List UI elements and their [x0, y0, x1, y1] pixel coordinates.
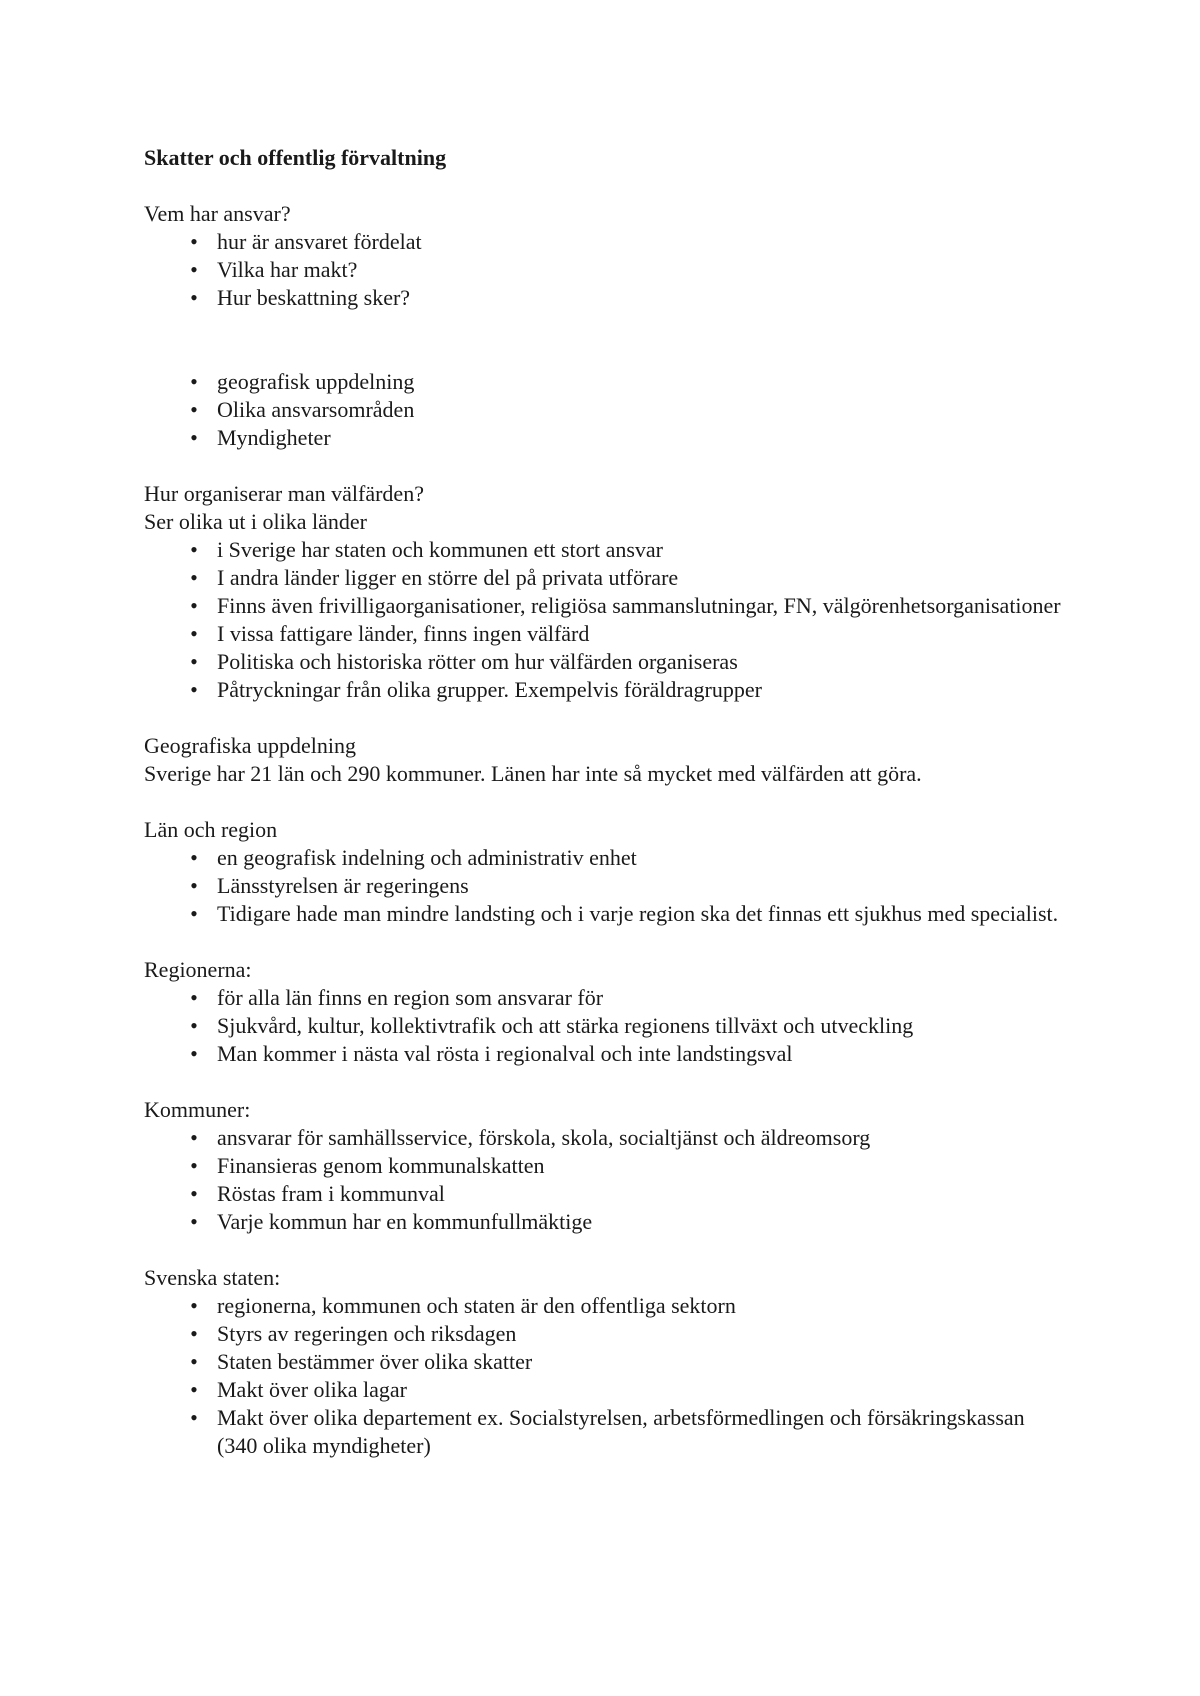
list-item [144, 564, 1064, 592]
list-item [144, 900, 1064, 928]
list-item [144, 1404, 1064, 1460]
list-item [144, 984, 1064, 1012]
list-item-text: Myndigheter [217, 425, 331, 450]
list-item-text: en geografisk indelning och administrativ enhet [217, 845, 637, 870]
list-item-text: Olika ansvarsområden [217, 397, 415, 422]
list-item-text: Sjukvård, kultur, kollektivtrafik och att stärka regionens tillväxt och utveckling [217, 1013, 914, 1038]
document-title: Skatter och offentlig förvaltning [144, 145, 447, 170]
bullet-icon: • [190, 425, 198, 450]
list-item [144, 648, 1064, 676]
list-item-text: Påtryckningar från olika grupper. Exempelvis föräldragrupper [217, 677, 762, 702]
bullet-icon: • [190, 397, 198, 422]
bullet-icon: • [190, 1013, 198, 1038]
bullet-icon: • [190, 593, 198, 618]
bullet-icon: • [190, 369, 198, 394]
bullet-list [144, 368, 1064, 452]
list-item [144, 872, 1064, 900]
list-item [144, 1320, 1064, 1348]
list-item-text: Finansieras genom kommunalskatten [217, 1153, 545, 1178]
bullet-icon: • [190, 565, 198, 590]
list-item-text: för alla län finns en region som ansvarar för [217, 985, 604, 1010]
section-heading: Hur organiserar man välfärden? [144, 481, 424, 506]
list-item-text: Varje kommun har en kommunfullmäktige [217, 1209, 593, 1234]
bullet-icon: • [190, 649, 198, 674]
list-item [144, 844, 1064, 872]
bullet-icon: • [190, 1377, 198, 1402]
list-item [144, 1012, 1064, 1040]
section-heading: Svenska staten: [144, 1265, 281, 1290]
list-item-text: ansvarar för samhällsservice, förskola, skola, socialtjänst och äldreomsorg [217, 1125, 871, 1150]
list-item [144, 1292, 1064, 1320]
bullet-icon: • [190, 985, 198, 1010]
section-heading: Vem har ansvar? [144, 201, 291, 226]
document-page [144, 144, 1064, 1460]
list-item [144, 1124, 1064, 1152]
section-heading: Geografiska uppdelning [144, 733, 356, 758]
bullet-list [144, 536, 1064, 704]
bullet-icon: • [190, 1153, 198, 1178]
bullet-icon: • [190, 1405, 198, 1430]
list-item-text: Vilka har makt? [217, 257, 358, 282]
bullet-icon: • [190, 257, 198, 282]
list-item-text: Staten bestämmer över olika skatter [217, 1349, 533, 1374]
list-item-text: geografisk uppdelning [217, 369, 415, 394]
list-item [144, 1040, 1064, 1068]
section-heading: Kommuner: [144, 1097, 251, 1122]
list-item-text: hur är ansvaret fördelat [217, 229, 422, 254]
list-item [144, 592, 1064, 620]
list-item-text: Makt över olika lagar [217, 1377, 407, 1402]
list-item-text: regionerna, kommunen och staten är den offentliga sektorn [217, 1293, 736, 1318]
bullet-icon: • [190, 229, 198, 254]
bullet-icon: • [190, 1181, 198, 1206]
bullet-icon: • [190, 537, 198, 562]
list-item-text: Hur beskattning sker? [217, 285, 411, 310]
list-item [144, 620, 1064, 648]
bullet-icon: • [190, 1349, 198, 1374]
list-item [144, 256, 1064, 284]
list-item-text: Man kommer i nästa val rösta i regionalval och inte landstingsval [217, 1041, 793, 1066]
bullet-list [144, 1124, 1064, 1236]
list-item [144, 676, 1064, 704]
bullet-list [144, 228, 1064, 312]
list-item [144, 1180, 1064, 1208]
bullet-icon: • [190, 1321, 198, 1346]
bullet-icon: • [190, 285, 198, 310]
bullet-icon: • [190, 1041, 198, 1066]
bullet-icon: • [190, 873, 198, 898]
bullet-list [144, 844, 1064, 928]
list-item [144, 424, 1064, 452]
list-item [144, 1152, 1064, 1180]
bullet-icon: • [190, 845, 198, 870]
bullet-icon: • [190, 1209, 198, 1234]
section-subheading: Ser olika ut i olika länder [144, 509, 367, 534]
list-item [144, 1348, 1064, 1376]
list-item [144, 1376, 1064, 1404]
list-item [144, 536, 1064, 564]
section-heading: Län och region [144, 817, 278, 842]
list-item [144, 368, 1064, 396]
list-item [144, 1208, 1064, 1236]
list-item-text: Röstas fram i kommunval [217, 1181, 445, 1206]
list-item-text: Politiska och historiska rötter om hur välfärden organiseras [217, 649, 738, 674]
list-item [144, 396, 1064, 424]
section-heading: Regionerna: [144, 957, 252, 982]
bullet-icon: • [190, 621, 198, 646]
bullet-list [144, 1292, 1064, 1460]
section-paragraph: Sverige har 21 län och 290 kommuner. Länen har inte så mycket med välfärden att göra. [144, 761, 922, 786]
list-item-text: Finns även frivilligaorganisationer, religiösa sammanslutningar, FN, välgörenhetsorganisationer [217, 593, 1061, 618]
list-item-text: I andra länder ligger en större del på privata utförare [217, 565, 679, 590]
bullet-icon: • [190, 1125, 198, 1150]
list-item [144, 228, 1064, 256]
list-item [144, 284, 1064, 312]
bullet-icon: • [190, 1293, 198, 1318]
bullet-icon: • [190, 901, 198, 926]
list-item-text: Länsstyrelsen är regeringens [217, 873, 469, 898]
list-item-text: I vissa fattigare länder, finns ingen välfärd [217, 621, 590, 646]
bullet-list [144, 984, 1064, 1068]
list-item-text: Makt över olika departement ex. Socialstyrelsen, arbetsförmedlingen och försäkringskassan (340 olika myndigheter) [217, 1405, 1025, 1458]
bullet-icon: • [190, 677, 198, 702]
list-item-text: Tidigare hade man mindre landsting och i varje region ska det finnas ett sjukhus med specialist. [217, 901, 1059, 926]
list-item-text: Styrs av regeringen och riksdagen [217, 1321, 517, 1346]
list-item-text: i Sverige har staten och kommunen ett stort ansvar [217, 537, 663, 562]
